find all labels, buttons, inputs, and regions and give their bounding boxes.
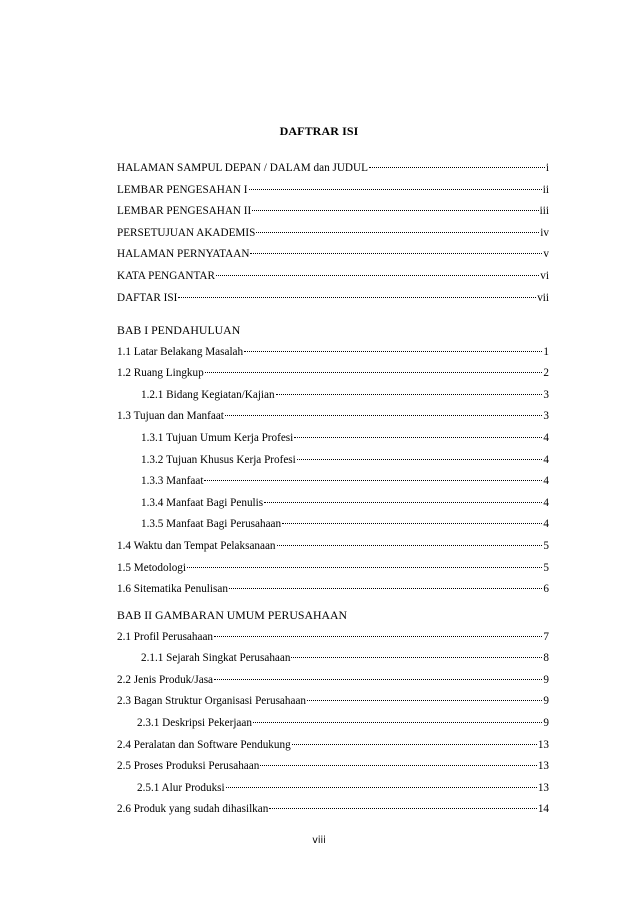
dot-leader <box>214 636 542 637</box>
toc-entry-label: 2.4 Peralatan dan Software Pendukung <box>117 738 291 751</box>
toc-entry-page: 4 <box>543 453 549 466</box>
toc-entry-label: 1.3.5 Manfaat Bagi Perusahaan <box>141 518 282 531</box>
toc-entry <box>117 363 549 385</box>
toc-entry <box>117 180 549 202</box>
toc-entry <box>117 266 549 288</box>
toc-entry-page: 5 <box>543 539 549 552</box>
toc-entry <box>117 288 549 310</box>
toc-entry-page: 14 <box>537 803 549 816</box>
toc-entry-label: 2.1.1 Sejarah Singkat Perusahaan <box>141 652 291 665</box>
dot-leader <box>225 415 543 416</box>
dot-leader <box>292 744 537 745</box>
toc-chapter-2 <box>117 605 549 821</box>
toc-entry-page: 2 <box>543 367 549 380</box>
toc-entry-label: 1.3 Tujuan dan Manfaat <box>117 410 224 423</box>
toc-entry <box>117 244 549 266</box>
page-number: viii <box>312 835 326 846</box>
toc-entry <box>117 406 549 428</box>
toc-entry-page: 9 <box>543 716 549 729</box>
toc-entry-page: 5 <box>543 561 549 574</box>
toc-entry-page: vii <box>537 291 549 304</box>
toc-entry-label: 1.3.1 Tujuan Umum Kerja Profesi <box>141 431 294 444</box>
toc-entry-label: 1.6 Sitematika Penulisan <box>117 583 228 596</box>
dot-leader <box>205 372 543 373</box>
toc-entry <box>117 627 549 649</box>
dot-leader <box>249 189 542 190</box>
dot-leader <box>260 765 536 766</box>
toc-entry-label: 2.6 Produk yang sudah dihasilkan <box>117 803 269 816</box>
toc-front-matter <box>117 158 549 309</box>
toc-entry <box>117 223 549 245</box>
toc-entry <box>117 493 549 515</box>
toc-entry-label: 2.5 Proses Produksi Perusahaan <box>117 760 260 773</box>
dot-leader <box>256 232 539 233</box>
toc-entry-label: 2.3 Bagan Struktur Organisasi Perusahaan <box>117 695 307 708</box>
dot-leader <box>369 167 545 168</box>
dot-leader <box>291 657 542 658</box>
dot-leader <box>252 210 538 211</box>
toc-entry-label: HALAMAN PERNYATAAN <box>117 248 250 261</box>
toc-entry-page: v <box>543 248 549 261</box>
dot-leader <box>226 787 537 788</box>
toc-entry <box>117 735 549 757</box>
toc-entry-label: DAFTAR ISI <box>117 291 178 304</box>
dot-leader <box>264 502 542 503</box>
dot-leader <box>269 808 536 809</box>
toc-entry-page: 9 <box>543 695 549 708</box>
dot-leader <box>216 275 539 276</box>
dot-leader <box>250 253 542 254</box>
toc-entry <box>117 648 549 670</box>
toc-entry-page: vi <box>540 269 549 282</box>
toc-entry-label: 2.2 Jenis Produk/Jasa <box>117 673 214 686</box>
toc-chapter-1 <box>117 320 549 601</box>
toc-entry <box>117 428 549 450</box>
toc-entry-page: ii <box>542 183 549 196</box>
toc-entry-label: 1.2 Ruang Lingkup <box>117 367 204 380</box>
toc-entry-label: 1.4 Waktu dan Tempat Pelaksanaan <box>117 539 276 552</box>
toc-entry-page: i <box>545 162 549 174</box>
toc-entry-label: LEMBAR PENGESAHAN II <box>117 205 252 218</box>
toc-entry-label: 1.3.4 Manfaat Bagi Penulis <box>141 496 264 509</box>
toc-entry-label: 2.3.1 Deskripsi Pekerjaan <box>137 716 252 729</box>
toc-entry-page: 1 <box>543 345 549 358</box>
dot-leader <box>282 523 542 524</box>
toc-entry-label: 1.5 Metodologi <box>117 561 186 574</box>
toc-entry-label: 1.3.3 Manfaat <box>141 475 204 488</box>
dot-leader <box>204 480 542 481</box>
toc-entry-page: 8 <box>543 652 549 665</box>
toc-entry-page: 4 <box>543 496 549 509</box>
dot-leader <box>244 351 542 352</box>
toc-entry-label: KATA PENGANTAR <box>117 269 215 282</box>
dot-leader <box>277 545 543 546</box>
toc-entry-page: 3 <box>543 410 549 423</box>
toc-entry <box>117 450 549 472</box>
toc-entry-label: HALAMAN SAMPUL DEPAN / DALAM dan JUDUL <box>117 162 368 174</box>
toc-entry <box>117 579 549 601</box>
toc-entry-page: 4 <box>543 475 549 488</box>
toc-entry <box>117 201 549 223</box>
toc-entry-page: 4 <box>543 431 549 444</box>
toc-entry-label: 1.3.2 Tujuan Khusus Kerja Profesi <box>141 453 296 466</box>
toc-entry <box>117 385 549 407</box>
toc-entry-page: 13 <box>537 738 549 751</box>
dot-leader <box>214 679 542 680</box>
dot-leader <box>178 297 536 298</box>
toc-entry <box>117 670 549 692</box>
dot-leader <box>307 700 542 701</box>
toc-entry <box>117 558 549 580</box>
page-title: DAFTRAR ISI <box>279 124 359 138</box>
toc-entry-page: iii <box>539 205 549 218</box>
toc-entry-label: 2.5.1 Alur Produksi <box>137 781 225 794</box>
toc-entry-page: 3 <box>543 388 549 401</box>
toc-entry <box>117 799 549 821</box>
toc-entry-page: 7 <box>543 630 549 643</box>
toc-entry-label: 1.1 Latar Belakang Masalah <box>117 345 244 358</box>
chapter-heading: BAB I PENDAHULUAN <box>117 323 241 337</box>
dot-leader <box>294 437 542 438</box>
toc-entry <box>117 342 549 364</box>
toc-entry-page: 13 <box>537 781 549 794</box>
toc-entry-label: PERSETUJUAN AKADEMIS <box>117 226 256 239</box>
toc-entry <box>117 536 549 558</box>
toc-entry-page: 13 <box>537 760 549 773</box>
dot-leader <box>276 394 543 395</box>
toc-entry-page: iv <box>540 226 549 239</box>
toc-entry <box>117 514 549 536</box>
toc-entry <box>117 471 549 493</box>
toc-entry <box>117 158 549 180</box>
toc-entry <box>117 756 549 778</box>
dot-leader <box>297 459 543 460</box>
toc-entry-page: 4 <box>543 518 549 531</box>
toc-entry-label: 1.2.1 Bidang Kegiatan/Kajian <box>141 388 275 401</box>
toc-entry <box>117 691 549 713</box>
dot-leader <box>187 567 542 568</box>
toc-entry-label: LEMBAR PENGESAHAN I <box>117 183 248 196</box>
dot-leader <box>229 588 542 589</box>
toc-entry-label: 2.1 Profil Perusahaan <box>117 630 214 643</box>
dot-leader <box>253 722 542 723</box>
toc-entry <box>117 713 549 735</box>
toc-entry <box>117 778 549 800</box>
chapter-heading: BAB II GAMBARAN UMUM PERUSAHAAN <box>117 608 348 622</box>
toc-entry-page: 6 <box>543 583 549 596</box>
toc-entry-page: 9 <box>543 673 549 686</box>
